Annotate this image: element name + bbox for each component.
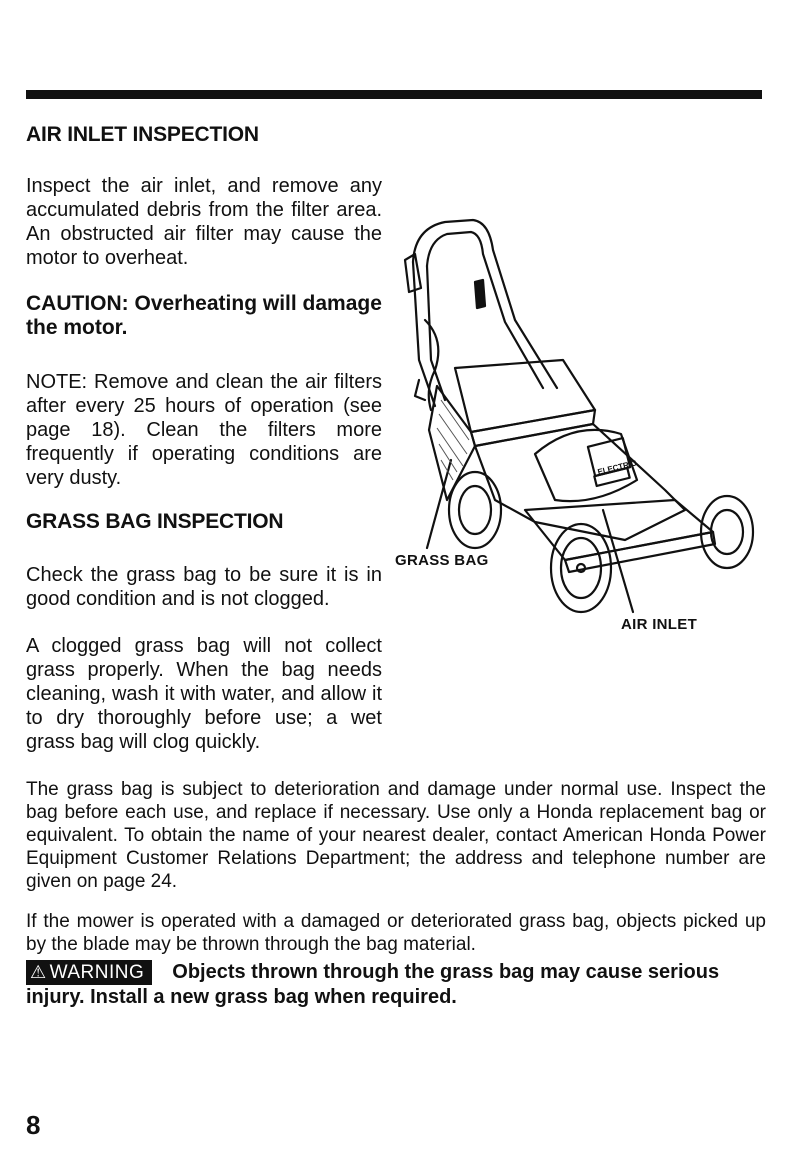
warning-badge-label: WARNING (49, 962, 145, 983)
warning-badge (26, 960, 152, 985)
mower-illustration (385, 210, 775, 640)
grass-bag-check: Check the grass bag to be sure it is in good condition and is not clogged. (26, 564, 382, 610)
motor-badge-text: ELECTRIC (596, 458, 638, 477)
grass-bag-heading: GRASS BAG INSPECTION (26, 510, 284, 533)
grass-bag-deterioration: The grass bag is subject to deterioration and damage under normal use. Inspect the bag before each use, and replace if necessary. Use only a Honda replacement bag or equivalent. To obtain the name of your nearest dealer, contact American Honda Power Equipment Customer Relations Department; the address and telephone number are given on page 24. (26, 779, 766, 892)
warning-block (26, 960, 766, 1009)
warning-triangle-icon: ⚠ (30, 962, 47, 982)
top-rule (26, 90, 762, 99)
page-number: 8 (26, 1110, 41, 1140)
grass-bag-label: GRASS BAG (395, 552, 489, 569)
grass-bag-clogged: A clogged grass bag will not collect grass properly. When the bag needs cleaning, wash it with water, and allow it to dry thoroughly before use; a wet grass bag will clog quickly. (26, 635, 382, 753)
caution-text: CAUTION: Overheating will damage the motor. (26, 292, 382, 339)
warning-text: Objects thrown through the grass bag may cause serious injury. Install a new grass bag when required. (26, 961, 720, 1008)
air-inlet-body: Inspect the air inlet, and remove any accumulated debris from the filter area. An obstructed air filter may cause the motor to overheat. (26, 175, 382, 269)
lawn-mower-icon (385, 210, 775, 640)
grass-bag-damaged: If the mower is operated with a damaged or deteriorated grass bag, objects picked up by the blade may be thrown through the bag material. (26, 911, 766, 955)
air-inlet-heading: AIR INLET INSPECTION (26, 123, 259, 146)
note-text: NOTE: Remove and clean the air filters after every 25 hours of operation (see page 18). Clean the filters more frequently if operating conditions are very dusty. (26, 371, 382, 489)
air-inlet-label: AIR INLET (621, 616, 698, 633)
